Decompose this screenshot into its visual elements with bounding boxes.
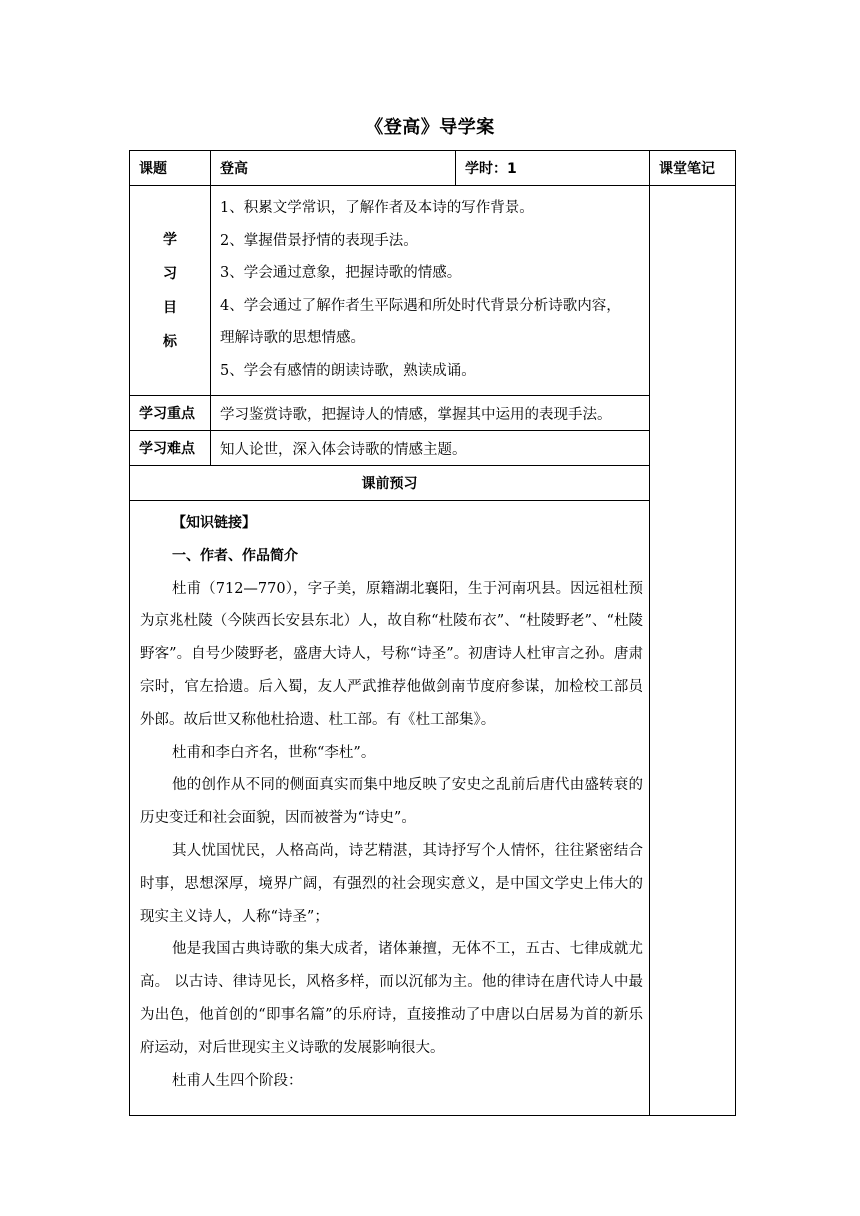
objectives-label <box>130 186 211 396</box>
objectives-label-char: 学 <box>163 231 177 248</box>
key-points-row <box>130 396 736 431</box>
difficulties-row <box>130 431 736 466</box>
key-points-label: 学习重点 <box>130 396 211 431</box>
paragraph: 杜甫和李白齐名，世称“李杜”。 <box>172 744 376 761</box>
key-points-value: 学习鉴赏诗歌，把握诗人的情感，掌握其中运用的表现手法。 <box>211 396 650 431</box>
notes-column-label: 课堂笔记 <box>650 151 736 186</box>
paragraph: 他是我国古典诗歌的集大成者，诸体兼擅，无体不工，五古、七律成就尤高。 以古诗、律诗见长，风格多样，而以沉郁为主。他的律诗在唐代诗人中最为出色，他首创的“即事名篇”的乐府诗，直接推动了中唐以白居易为首的新乐府运动，对后世现实主义诗歌的发展影响很大。 <box>140 941 643 1056</box>
preview-content <box>130 501 650 1116</box>
preview-content-row <box>130 501 736 1116</box>
objectives-list <box>211 186 650 396</box>
objective-item: 4、学会通过了解作者生平际遇和所处时代背景分析诗歌内容， <box>220 297 621 314</box>
objectives-label-char: 习 <box>163 265 177 282</box>
objective-item: 理解诗歌的思想情感。 <box>220 330 365 346</box>
objective-item: 2、掌握借景抒情的表现手法。 <box>220 232 418 249</box>
objectives-label-char: 标 <box>163 333 177 350</box>
objectives-row <box>130 186 736 396</box>
knowledge-link-heading: 【知识链接】 <box>172 515 256 531</box>
paragraph: 杜甫（712—770），字子美，原籍湖北襄阳，生于河南巩县。因远祖杜预为京兆杜陵（今陕西长安县东北）人，故自称“杜陵布衣”、“杜陵野老”、“杜陵野客”。自号少陵野老，盛唐大诗人，号称“诗圣”。初唐诗人杜审言之孙。唐肃宗时，官左拾遗。后入蜀，友人严武推荐他做剑南节度府参谋，加检校工部员外郎。故后世又称他杜拾遗、杜工部。有《杜工部集》。 <box>140 580 643 728</box>
objective-item: 1、积累文学常识，了解作者及本诗的写作背景。 <box>220 200 534 216</box>
subject-label: 课题 <box>130 151 211 186</box>
paragraph: 他的创作从不同的侧面真实而集中地反映了安史之乱前后唐代由盛转衰的历史变迁和社会面貌，因而被誉为“诗史”。 <box>140 777 643 827</box>
objectives-label-char: 目 <box>163 299 177 316</box>
difficulties-value: 知人论世，深入体会诗歌的情感主题。 <box>211 431 650 466</box>
author-intro-heading: 一、作者、作品简介 <box>172 547 298 564</box>
difficulties-label: 学习难点 <box>130 431 211 466</box>
class-hours: 学时：1 <box>456 151 650 186</box>
paragraph: 其人忧国忧民，人格高尚，诗艺精湛，其诗抒写个人情怀，往往紧密结合时事，思想深厚，境界广阔，有强烈的社会现实意义，是中国文学史上伟大的现实主义诗人，人称“诗圣”； <box>140 842 643 925</box>
document-title: 《登高》导学案 <box>365 117 495 138</box>
header-row <box>130 151 736 186</box>
preview-header-row <box>130 466 736 501</box>
notes-column <box>650 186 736 1116</box>
paragraph: 杜甫人生四个阶段： <box>172 1072 303 1089</box>
lesson-plan-table <box>129 150 736 1116</box>
objective-item: 3、学会通过意象，把握诗歌的情感。 <box>220 265 462 281</box>
subject-value: 登高 <box>211 151 456 186</box>
objective-item: 5、学会有感情的朗读诗歌，熟读成诵。 <box>220 362 476 379</box>
preview-header: 课前预习 <box>130 466 650 501</box>
